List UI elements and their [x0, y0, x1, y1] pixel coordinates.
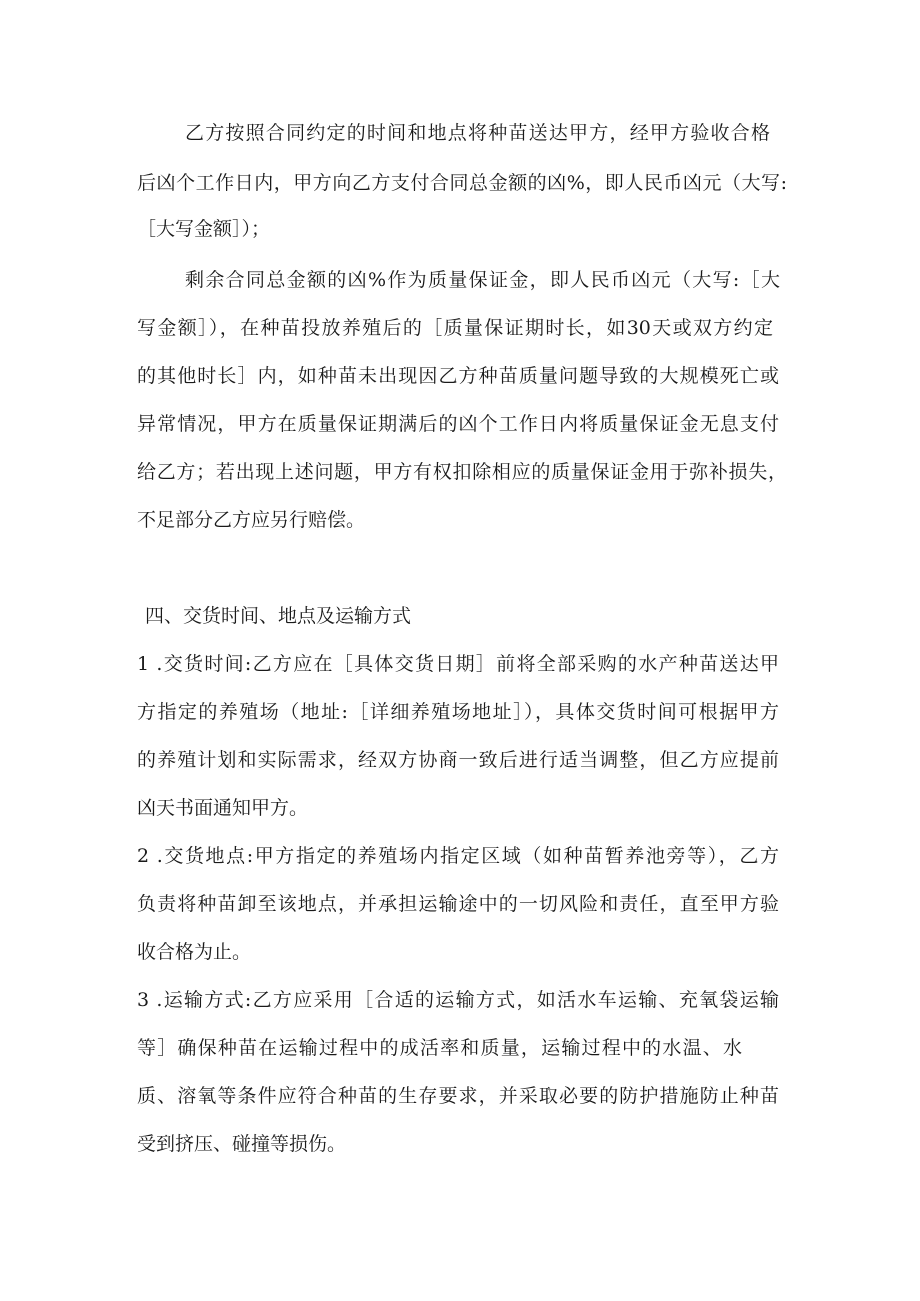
item1-line-4: 凶天书面通知甲方。: [137, 797, 309, 819]
item3-line-3: 质、溶氧等条件应符合种苗的生存要求，并采取必要的防护措施防止种苗: [137, 1085, 779, 1107]
para2-line-1: 剩余合同总金额的凶%作为质量保证金，即人民币凶元（大写:［大: [185, 269, 780, 291]
item2-line-3: 收合格为止。: [137, 941, 252, 963]
section4-heading: 四、交货时间、地点及运输方式: [145, 605, 412, 627]
item2-line-2: 负责将种苗卸至该地点，并承担运输途中的一切风险和责任，直至甲方验: [137, 893, 779, 915]
para1-line-1: 乙方按照合同约定的时间和地点将种苗送达甲方，经甲方验收合格: [185, 122, 770, 144]
item1-line-3: 的养殖计划和实际需求，经双方协商一致后进行适当调整，但乙方应提前: [137, 749, 779, 771]
para2-line-6: 不足部分乙方应另行赔偿。: [137, 509, 366, 531]
para1-line-3: ［大写金额］）；: [137, 218, 271, 240]
item3-line-2: 等］确保种苗在运输过程中的成活率和质量，运输过程中的水温、水: [137, 1037, 742, 1059]
item3-line-4: 受到挤压、碰撞等损伤。: [137, 1133, 347, 1155]
item1-line-2: 方指定的养殖场（地址:［详细养殖场地址］），具体交货时间可根据甲方: [137, 701, 779, 723]
para2-line-2: 写金额］），在种苗投放养殖后的［质量保证期时长，如30天或双方约定: [137, 317, 773, 339]
item3-line-1: 3 .运输方式:乙方应采用［合适的运输方式，如活水车运输、充氧袋运输: [137, 989, 779, 1011]
para2-line-3: 的其他时长］内，如种苗未出现因乙方种苗质量问题导致的大规模死亡或: [137, 365, 779, 387]
item2-line-1: 2 .交货地点:甲方指定的养殖场内指定区域（如种苗暂养池旁等），乙方: [137, 845, 779, 867]
para2-line-4: 异常情况，甲方在质量保证期满后的凶个工作日内将质量保证金无息支付: [137, 413, 779, 435]
para2-line-5: 给乙方；若出现上述问题，甲方有权扣除相应的质量保证金用于弥补损失，: [137, 461, 787, 483]
para1-line-2: 后凶个工作日内，甲方向乙方支付合同总金额的凶%，即人民币凶元（大写:: [137, 172, 787, 194]
item1-line-1: 1 .交货时间:乙方应在［具体交货日期］前将全部采购的水产种苗送达甲: [137, 653, 779, 675]
